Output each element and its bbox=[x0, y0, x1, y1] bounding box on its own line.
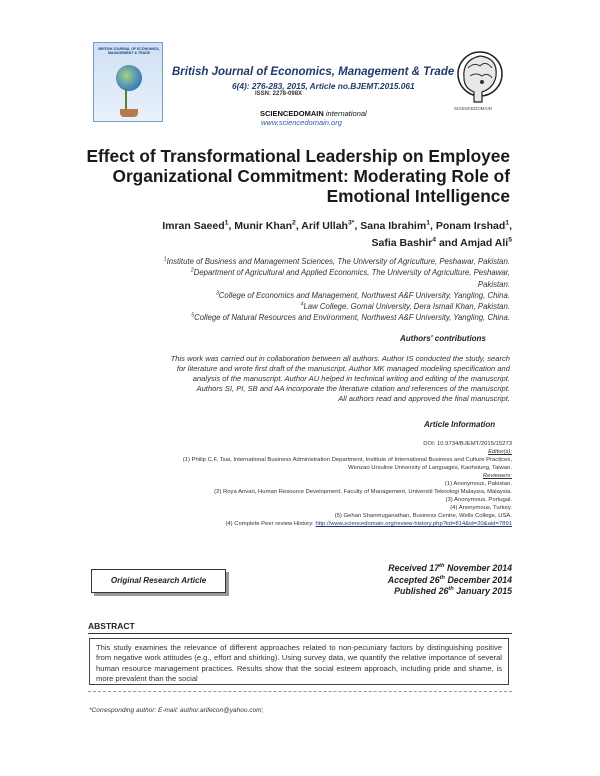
contributions-text: This work was carried out in collaboration between all authors. Author IS conducted the study, search for literature and wrote first draft of the manuscript. Author MK managed modeling specification and analysis of the manuscript. Author AU helped in technical writing and editing of the manuscript. Authors SI, PI, SB and AA incorporate the literature citation and references of the manuscript. All authors read and approved the final manuscript. bbox=[170, 354, 510, 403]
author-list: Imran Saeed$^1$, Munir Khan$^2$, Arif Ullah$^{3*}$, Sana Ibrahim$^1$, Ponam Irshad$^1$, Safia Bashir$^4$ and Amjad Ali$^5$ bbox=[162, 219, 512, 249]
reviewer: (3) Anonymous, Portugal. bbox=[445, 497, 512, 503]
affiliations bbox=[60, 256, 510, 324]
reviewers-label: Reviewers: bbox=[482, 473, 512, 479]
plant-icon bbox=[125, 89, 135, 111]
publisher-logo-icon bbox=[452, 48, 508, 110]
abstract-divider bbox=[88, 633, 512, 634]
affiliation: $^1$Institute of Business and Management Sciences, The University of Agriculture, Peshawar, Pakistan. bbox=[163, 256, 510, 266]
review-history: (4) Complete Peer review History: http://www.sciencedomain.org/review-history.php?iid=814&id=20&aid=7891 bbox=[225, 521, 512, 527]
affiliation: $^2$Department of Agricultural and Applied Economics, The University of Agriculture, Peshawar, bbox=[190, 267, 510, 278]
footnote-divider bbox=[88, 691, 512, 692]
abstract-heading: ABSTRACT bbox=[88, 621, 135, 631]
article-info bbox=[80, 440, 512, 528]
contributions-heading: Authors' contributions bbox=[400, 334, 486, 343]
globe-icon bbox=[116, 65, 142, 91]
publisher-name: SCIENCEDOMAIN international bbox=[260, 109, 367, 118]
corresponding-author-footnote: *Corresponding author: E-mail: author.arifecon@yahoo.com; bbox=[89, 707, 264, 714]
published-date: Published 26th January 2015 bbox=[394, 586, 512, 596]
review-history-link[interactable]: http://www.sciencedomain.org/review-history.php?iid=814&id=20&aid=7891 bbox=[315, 521, 512, 527]
cover-title: BRITISH JOURNAL OF ECONOMICS, MANAGEMENT & TRADE bbox=[98, 47, 160, 55]
reviewer: (2) Roya Anvari, Human Resource Development, Faculty of Management, Universiti Teknologi Malaysia, Malaysia. bbox=[214, 489, 512, 495]
editor: (1) Philip C.F. Tsai, International Business Administration Department, Institute of International Business and Culture Practices, bbox=[182, 457, 512, 463]
affiliation: $^5$College of Natural Resources and Environment, Northwest A&F University, Yangling, China. bbox=[191, 312, 510, 323]
editor: Wenzao Ursuline University of Languages, Kaohsiung, Taiwan. bbox=[348, 465, 512, 471]
journal-volume: 6(4): 276-283, 2015, Article no.BJEMT.2015.061 bbox=[232, 81, 415, 91]
accepted-date: Accepted 26th December 2014 bbox=[387, 574, 512, 585]
logo-caption: SCIENCEDOMAIN bbox=[454, 106, 493, 111]
reviewer: (5) Gehan Shanmuganathan, Business Centre, Wells College, USA. bbox=[334, 513, 512, 519]
affiliation: $^4$Law College, Gomal University, Dera Ismail Khan, Pakistan. bbox=[300, 301, 510, 312]
journal-issn: ISSN: 2278-098X bbox=[255, 91, 303, 97]
reviewer: (1) Anonymous, Pakistan. bbox=[444, 481, 512, 487]
article-info-heading: Article Information bbox=[424, 420, 496, 429]
paper-title: Effect of Transformational Leadership on Employee Organizational Commitment: Moderating Role of Emotional Intelligence bbox=[86, 146, 510, 206]
doi: DOI: 10.9734/BJEMT/2015/15273 bbox=[423, 441, 512, 447]
journal-name: British Journal of Economics, Management & Trade bbox=[172, 66, 455, 78]
journal-cover-image bbox=[93, 42, 163, 122]
affiliation: $^3$College of Economics and Management, Northwest A&F University, Yangling, China. bbox=[215, 290, 510, 300]
received-date: Received 17th November 2014 bbox=[388, 563, 512, 573]
pot-icon bbox=[120, 109, 138, 117]
reviewer: (4) Anonymous, Turkey. bbox=[450, 505, 512, 511]
editors-label: Editor(s): bbox=[488, 449, 512, 455]
publisher-website-link[interactable]: www.sciencedomain.org bbox=[261, 118, 342, 127]
article-type-badge: Original Research Article bbox=[91, 569, 226, 593]
affiliation: Pakistan. bbox=[477, 279, 510, 289]
publication-dates bbox=[340, 563, 512, 598]
abstract-text: This study examines the relevance of different approaches related to non-pecuniary factors by distinguishing positive from negative work attitudes (e.g., effort and shirking). Using survey data, we quantify the relative importance of several human resource management practices. Results show that the social esteem approach, including pride and shame, is more prevalent than the social bbox=[89, 638, 509, 685]
